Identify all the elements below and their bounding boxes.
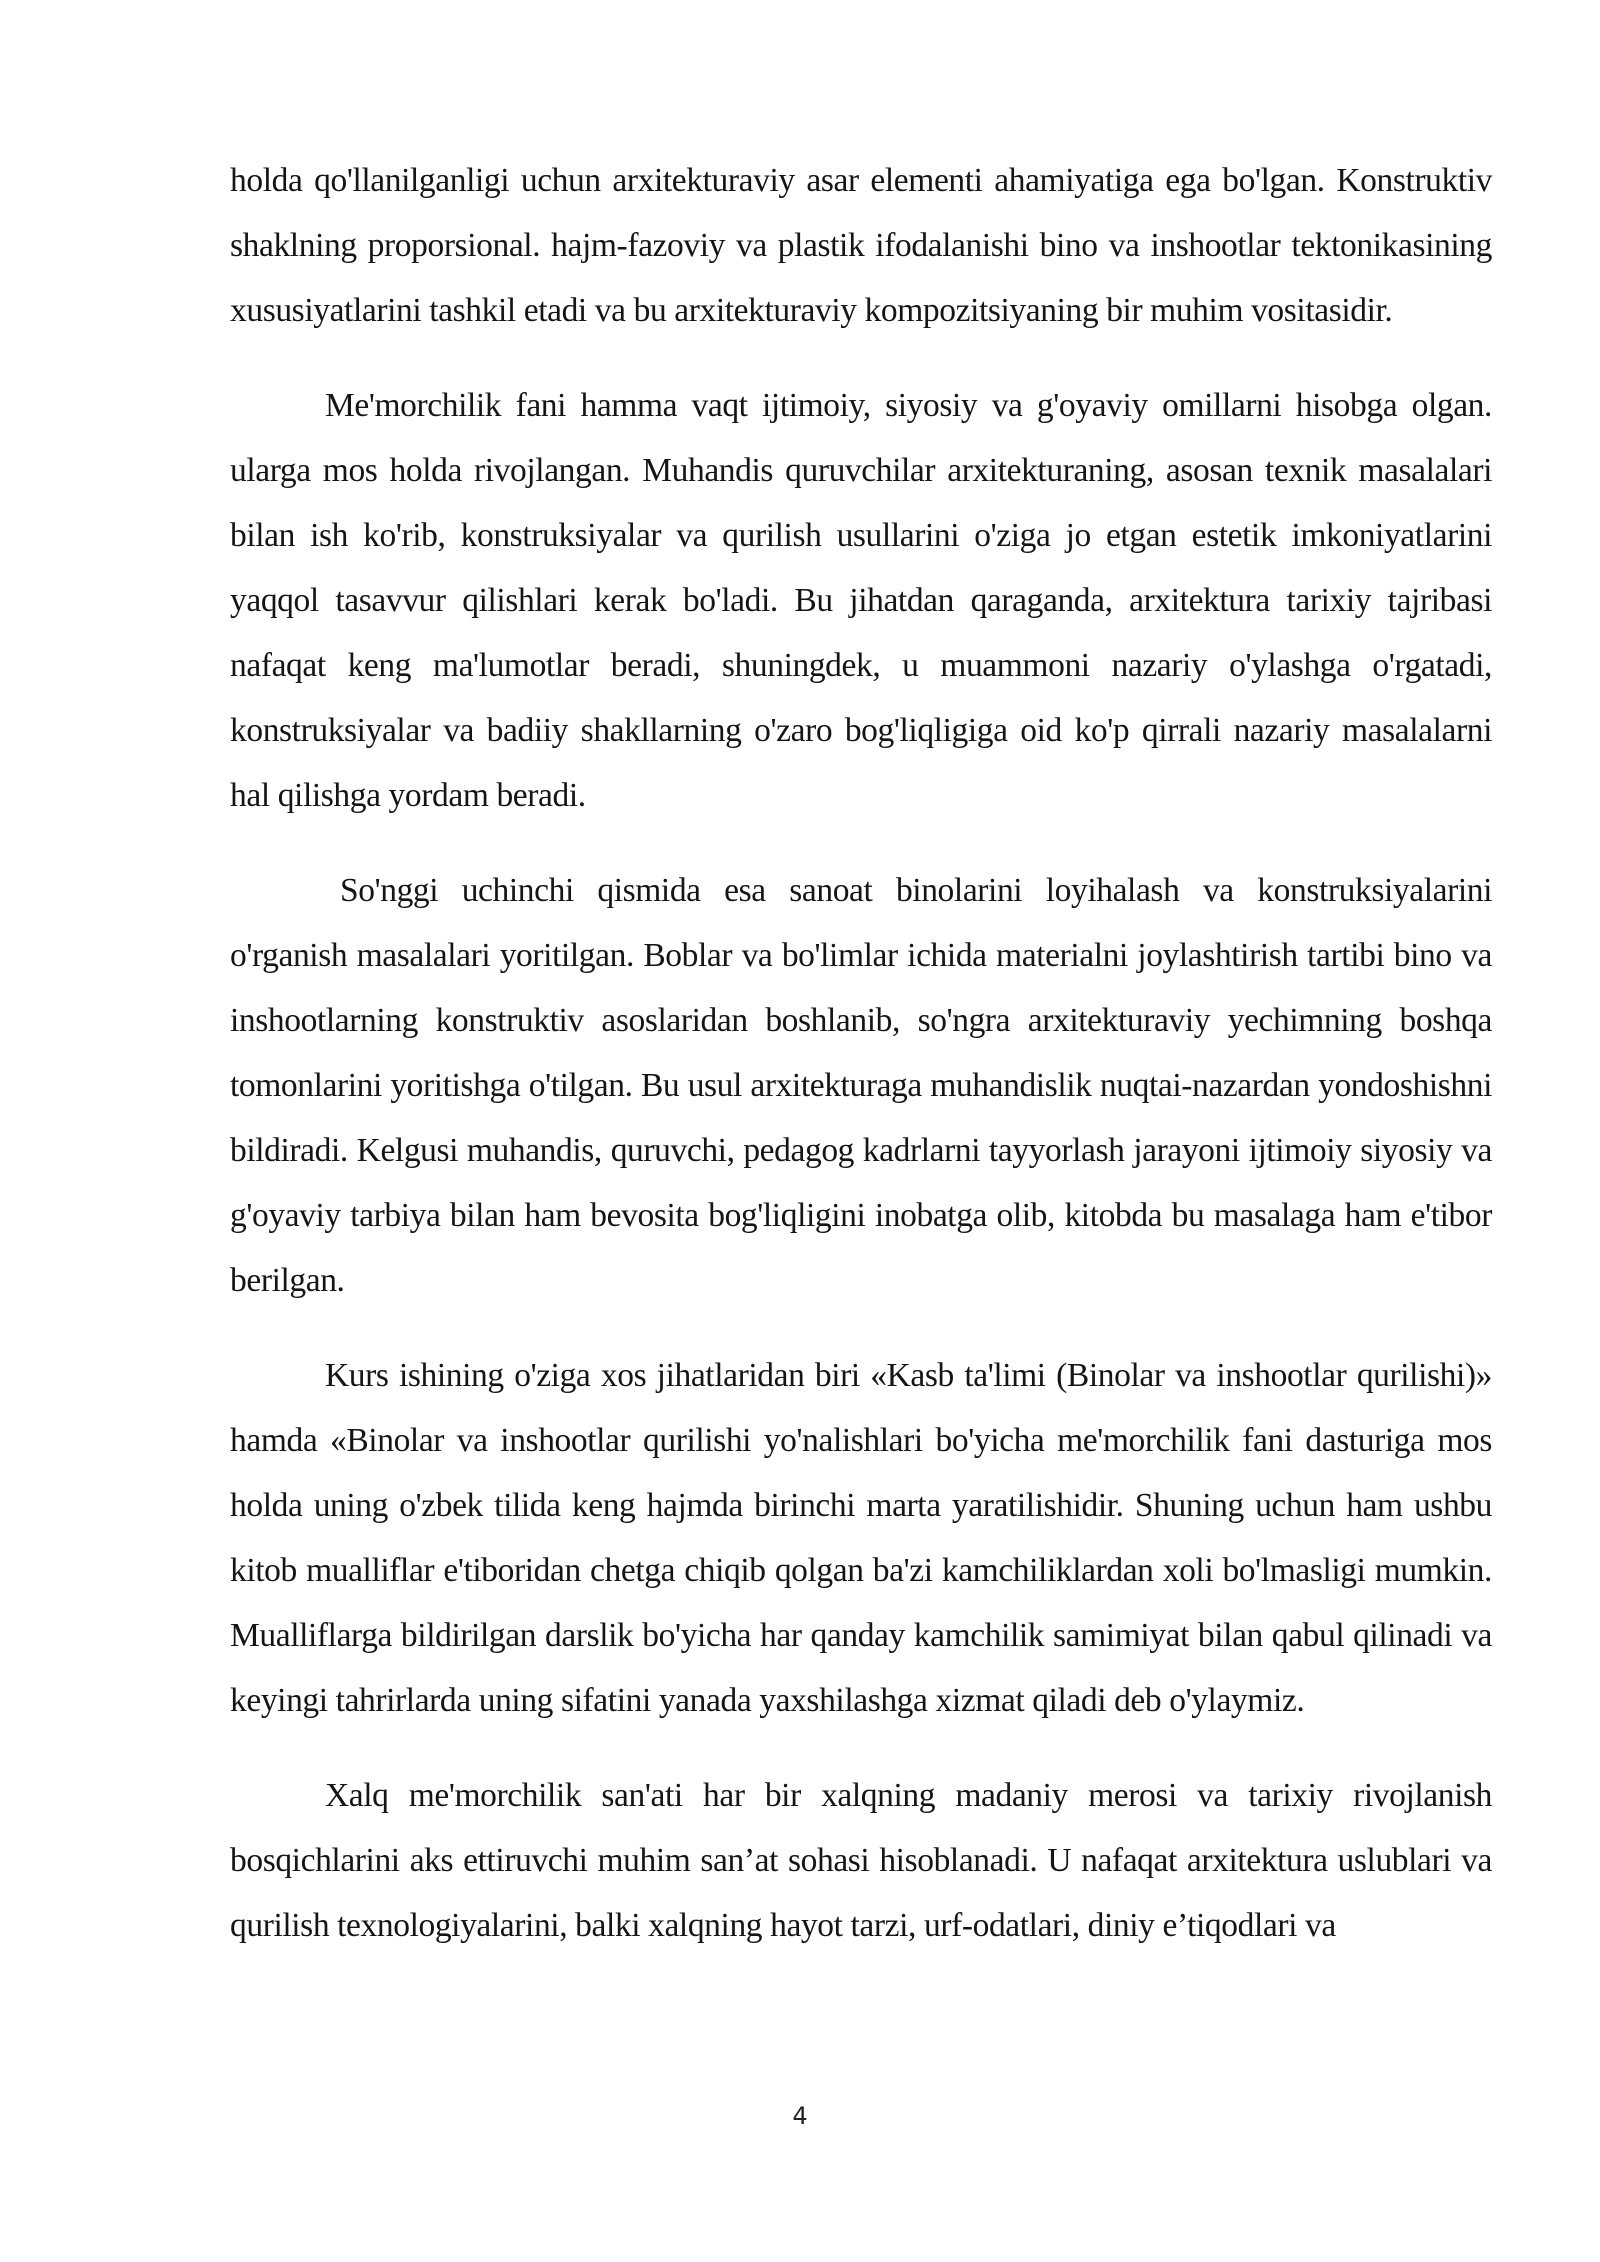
page-number: 4 [792,2102,808,2130]
paragraph-1: holda qo'llanilganligi uchun arxitekturaviy asar elementi ahamiyatiga ega bo'lgan. Konstruktiv shaklning proporsional. hajm-fazoviy va plastik ifodalanishi bino va inshootlar tektonikasining xususiyatlarini tashkil etadi va bu arxitekturaviy kompozitsiyaning bir muhim vositasidir. [230,162,1492,329]
paragraph-2: Me'morchilik fani hamma vaqt ijtimoiy, siyosiy va g'oyaviy omillarni hisobga olgan. ularga mos holda rivojlangan. Muhandis quruvchilar arxitekturaning, asosan texnik masalalari bilan ish ko'rib, konstruksiyalar va qurilish usullarini o'ziga jo etgan estetik imkoniyatlarini yaqqol tasavvur qilishlari kerak bo'ladi. Bu jihatdan qaraganda, arxitektura tarixiy tajribasi nafaqat keng ma'lumotlar beradi, shuningdek, u muammoni nazariy o'ylashga o'rgatadi, konstruksiyalar va badiiy shakllarning o'zaro bog'liqligiga oid ko'p qirrali nazariy masalalarni hal qilishga yordam beradi. [230,387,1492,814]
paragraph-4: Kurs ishining o'ziga xos jihatlaridan biri «Kasb ta'limi (Binolar va inshootlar qurilishi)» hamda «Binolar va inshootlar qurilishi yo'nalishlari bo'yicha me'morchilik fani dasturiga mos holda uning o'zbek tilida keng hajmda birinchi marta yaratilishidir. Shuning uchun ham ushbu kitob mualliflar e'tiboridan chetga chiqib qolgan ba'zi kamchiliklardan xoli bo'lmasligi mumkin. Mualliflarga bildirilgan darslik bo'yicha har qanday kamchilik samimiyat bilan qabul qilinadi va keyingi tahrirlarda uning sifatini yanada yaxshilashga xizmat qiladi deb o'ylaymiz. [230,1357,1492,1719]
paragraph-3: So'nggi uchinchi qismida esa sanoat binolarini loyihalash va konstruksiyalarini o'rganish masalalari yoritilgan. Boblar va bo'limlar ichida materialni joylashtirish tartibi bino va inshootlarning konstruktiv asoslaridan boshlanib, so'ngra arxitekturaviy yechimning boshqa tomonlarini yoritishga o'tilgan. Bu usul arxitekturaga muhandislik nuqtai-nazardan yondoshishni bildiradi. Kelgusi muhandis, quruvchi, pedagog kadrlarni tayyorlash jarayoni ijtimoiy siyosiy va g'oyaviy tarbiya bilan ham bevosita bog'liqligini inobatga olib, kitobda bu masalaga ham e'tibor berilgan. [230,872,1492,1299]
paragraph-5: Xalq me'morchilik san'ati har bir xalqning madaniy merosi va tarixiy rivojlanish bosqichlarini aks ettiruvchi muhim san’at sohasi hisoblanadi. U nafaqat arxitektura uslublari va qurilish texnologiyalarini, balki xalqning hayot tarzi, urf-odatlari, diniy e’tiqodlari va [230,1777,1492,1944]
document-body [230,148,1492,1958]
